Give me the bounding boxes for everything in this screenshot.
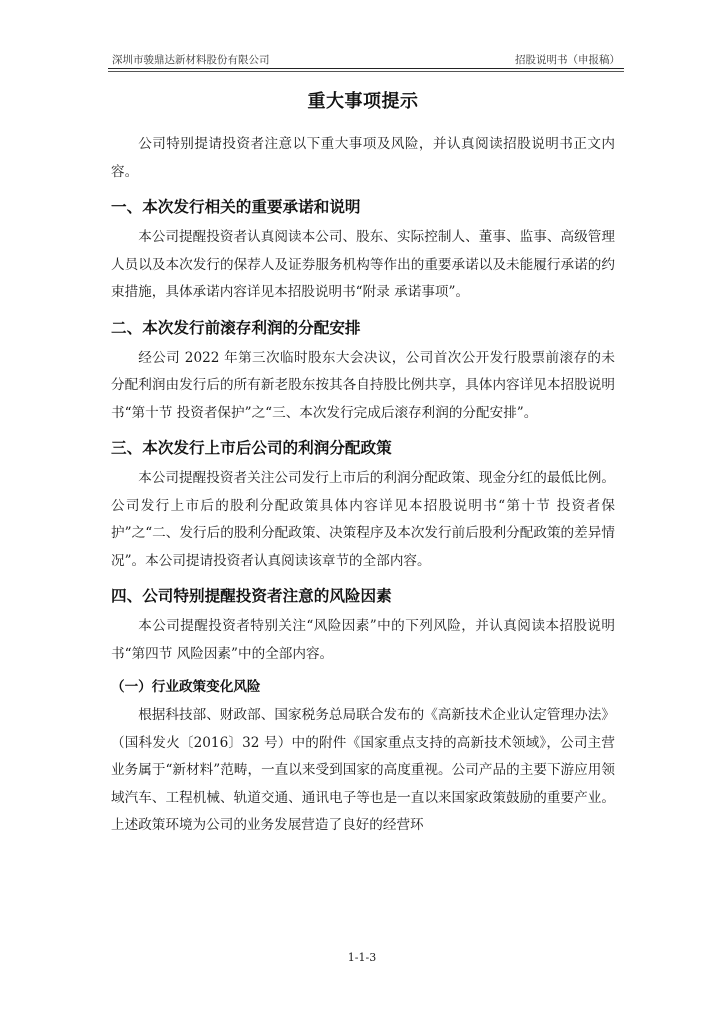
header-company-name: 深圳市骏鼎达新材料股份有限公司	[112, 54, 270, 66]
section-heading-1: 一、本次发行相关的重要承诺和说明	[111, 198, 361, 216]
header-document-type: 招股说明书（申报稿）	[515, 54, 620, 66]
section-body-3: 本公司提醒投资者关注公司发行上市后的利润分配政策、现金分红的最低比例。公司发行上市后的股利分配政策具体内容详见本招股说明书“第十节 投资者保护”之“二、发行后的股利分配政策、决策程序及本次发行前后股利分配政策的差异情况”。本公司提请投资者认真阅读该章节的全部内容。	[111, 470, 615, 569]
subsection-heading: （一）行业政策变化风险	[111, 679, 261, 695]
header-rule-thin	[108, 71, 624, 72]
subsection-body: 根据科技部、财政部、国家税务总局联合发布的《高新技术企业认定管理办法》（国科发火〔2016〕32 号）中的附件《国家重点支持的高新技术领域》，公司主营业务属于“新材料”范畴，一直以来受到国家的高度重视。公司产品的主要下游应用领域汽车、工程机械、轨道交通、通讯电子等也是一直以来国家政策鼓励的重要产业。上述政策环境为公司的业务发展营造了良好的经营环	[111, 707, 615, 833]
section-body-2: 经公司 2022 年第三次临时股东大会决议，公司首次公开发行股票前滚存的未分配利润由发行后的所有新老股东按其各自持股比例共享，具体内容详见本招股说明书“第十节 投资者保护”之“三、本次发行完成后滚存利润的分配安排”。	[111, 349, 615, 421]
intro-paragraph: 公司特别提请投资者注意以下重大事项及风险，并认真阅读招股说明书正文内容。	[111, 136, 615, 180]
section-heading-3: 三、本次发行上市后公司的利润分配政策	[111, 439, 392, 457]
section-heading-4: 四、公司特别提醒投资者注意的风险因素	[111, 587, 392, 605]
page-number: 1-1-3	[347, 951, 377, 964]
page-body	[111, 90, 615, 840]
header-rule	[108, 68, 624, 69]
section-body-1: 本公司提醒投资者认真阅读本公司、股东、实际控制人、董事、监事、高级管理人员以及本次发行的保荐人及证券服务机构等作出的重要承诺以及未能履行承诺的约束措施，具体承诺内容详见本招股说明书“附录 承诺事项”。	[111, 229, 615, 300]
section-heading-2: 二、本次发行前滚存利润的分配安排	[111, 318, 361, 337]
page-title: 重大事项提示	[307, 91, 419, 112]
page-header	[108, 50, 624, 68]
section-body-4: 本公司提醒投资者特别关注“风险因素”中的下列风险，并认真阅读本招股说明书“第四节 风险因素”中的全部内容。	[111, 618, 615, 662]
